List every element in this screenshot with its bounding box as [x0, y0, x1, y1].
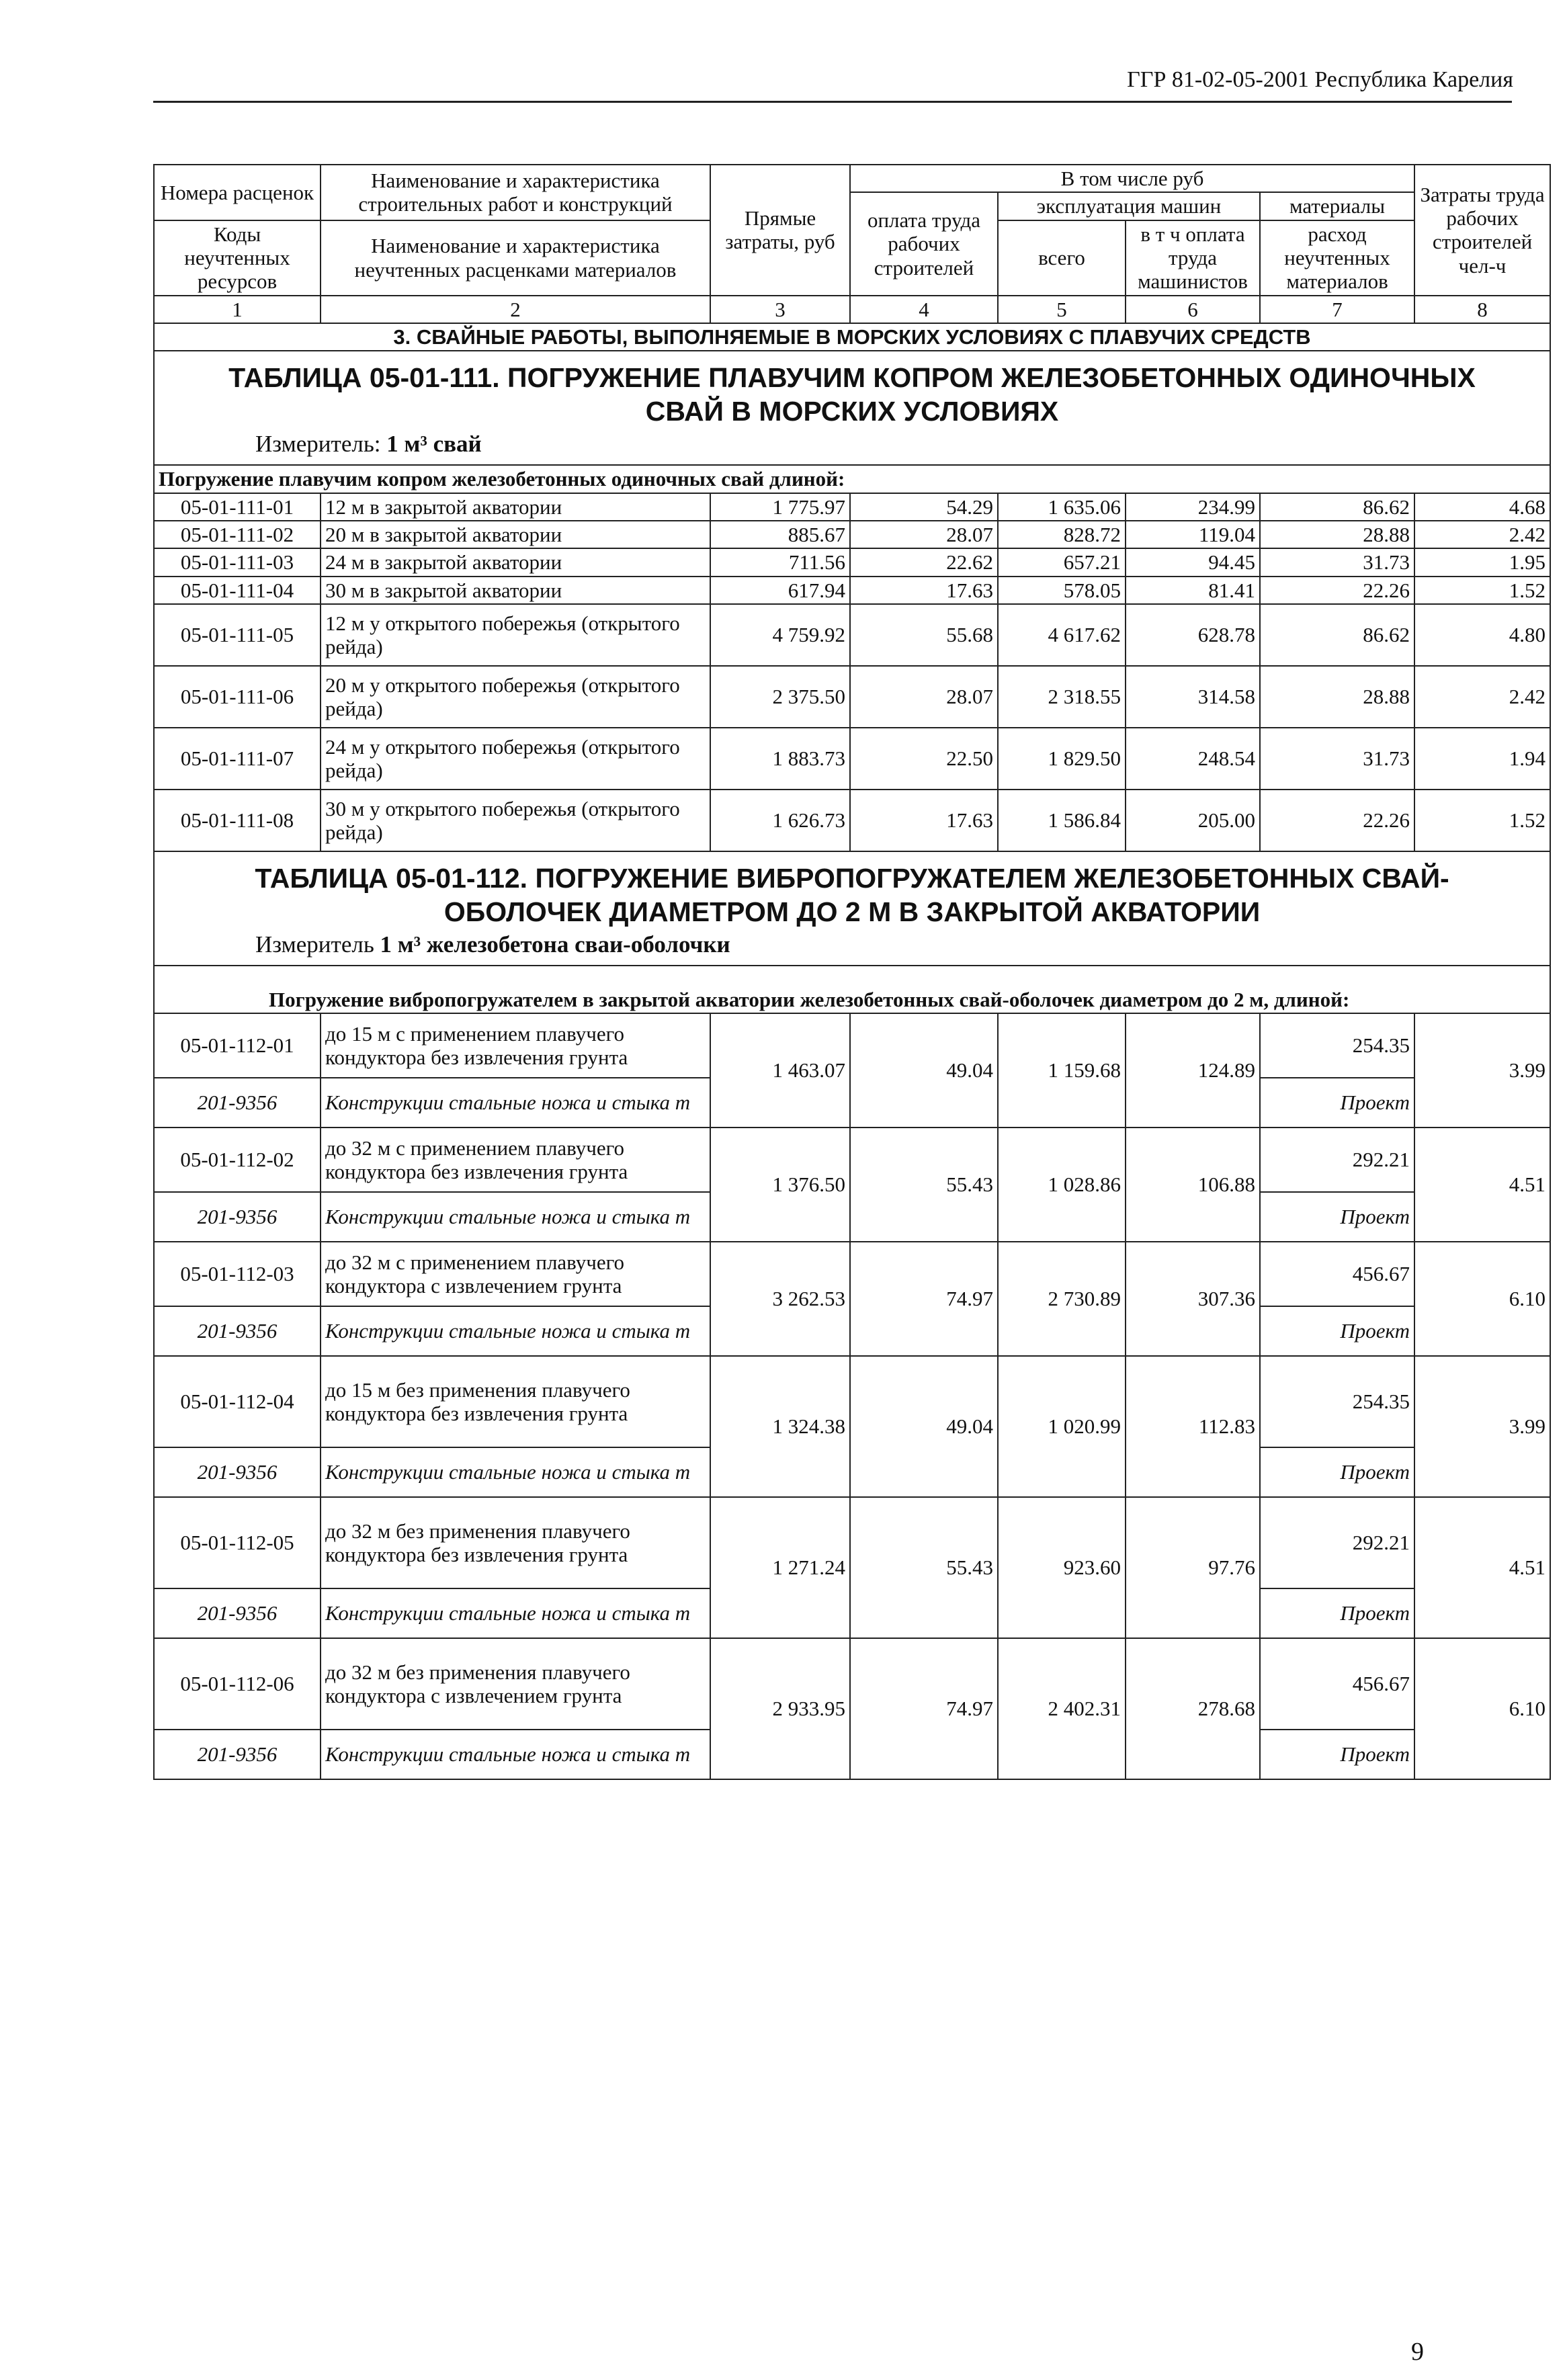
resource-code: 201-9356 — [154, 1447, 321, 1497]
rate-code: 05-01-111-06 — [154, 666, 321, 728]
labor-cost: 17.63 — [850, 790, 998, 851]
direct-cost: 4 759.92 — [710, 604, 850, 666]
machine-labor-cost: 112.83 — [1126, 1356, 1260, 1497]
machine-cost: 1 635.06 — [998, 493, 1126, 521]
material-cost: 254.35 — [1260, 1356, 1414, 1447]
machine-labor-cost: 106.88 — [1126, 1128, 1260, 1242]
header-row-1 — [154, 165, 1550, 192]
material-name: Конструкции стальные ножа и стыка т — [321, 1730, 710, 1779]
table-111-group-row — [154, 465, 1550, 493]
table-row — [154, 666, 1550, 728]
material-source: Проект — [1260, 1588, 1414, 1638]
rate-code: 05-01-111-08 — [154, 790, 321, 851]
table-111-meter: Измеритель: 1 м³ свай — [255, 431, 482, 458]
material-cost: 254.35 — [1260, 1013, 1414, 1078]
section-title: 3. СВАЙНЫЕ РАБОТЫ, ВЫПОЛНЯЕМЫЕ В МОРСКИХ УСЛОВИЯХ С ПЛАВУЧИХ СРЕДСТВ — [154, 323, 1550, 351]
material-cost: 292.21 — [1260, 1128, 1414, 1192]
table-row — [154, 790, 1550, 851]
machine-labor-cost: 97.76 — [1126, 1497, 1260, 1638]
work-name: до 15 м с применением плавучего кондуктора без извлечения грунта — [321, 1013, 710, 1078]
table-row — [154, 493, 1550, 521]
work-name: 24 м у открытого побережья (открытого рейда) — [321, 728, 710, 790]
material-cost: 31.73 — [1260, 548, 1414, 576]
labor-cost: 55.43 — [850, 1497, 998, 1638]
rate-code: 05-01-111-05 — [154, 604, 321, 666]
table-row — [154, 1497, 1550, 1588]
section-row — [154, 323, 1550, 351]
work-name: 30 м у открытого побережья (открытого рейда) — [321, 790, 710, 851]
labor-cost: 74.97 — [850, 1242, 998, 1356]
table-row — [154, 1242, 1550, 1306]
material-name: Конструкции стальные ножа и стыка т — [321, 1192, 710, 1242]
machine-cost: 1 028.86 — [998, 1128, 1126, 1242]
work-name: 12 м в закрытой акватории — [321, 493, 710, 521]
resource-code: 201-9356 — [154, 1192, 321, 1242]
table-row — [154, 1128, 1550, 1192]
work-name: 20 м у открытого побережья (открытого рейда) — [321, 666, 710, 728]
column-numbers-row — [154, 296, 1550, 323]
col-header-res-codes: Коды неучтенных ресурсов — [154, 220, 321, 296]
labor-cost: 28.07 — [850, 521, 998, 548]
table-row — [154, 521, 1550, 548]
direct-cost: 2 933.95 — [710, 1638, 850, 1779]
table-row — [154, 548, 1550, 576]
machine-cost: 2 730.89 — [998, 1242, 1126, 1356]
material-cost: 28.88 — [1260, 521, 1414, 548]
material-name: Конструкции стальные ножа и стыка т — [321, 1588, 710, 1638]
machine-labor-cost: 314.58 — [1126, 666, 1260, 728]
col-num: 1 — [154, 296, 321, 323]
labor-hours: 4.51 — [1414, 1497, 1550, 1638]
col-num: 8 — [1414, 296, 1550, 323]
direct-cost: 2 375.50 — [710, 666, 850, 728]
table-row — [154, 604, 1550, 666]
table-112-meter: Измеритель 1 м³ железобетона сваи-оболочки — [255, 931, 730, 958]
direct-cost: 1 324.38 — [710, 1356, 850, 1497]
machine-cost: 2 402.31 — [998, 1638, 1126, 1779]
rate-code: 05-01-112-02 — [154, 1128, 321, 1192]
page-number: 9 — [1411, 2338, 1424, 2366]
table-row — [154, 1356, 1550, 1447]
machine-labor-cost: 81.41 — [1126, 577, 1260, 604]
material-cost: 456.67 — [1260, 1242, 1414, 1306]
machine-labor-cost: 119.04 — [1126, 521, 1260, 548]
document-reference: ГГР 81-02-05-2001 Республика Карелия — [1127, 67, 1513, 92]
machine-cost: 828.72 — [998, 521, 1126, 548]
col-header-machines: эксплуатация машин — [998, 192, 1260, 220]
resource-code: 201-9356 — [154, 1306, 321, 1356]
machine-cost: 4 617.62 — [998, 604, 1126, 666]
labor-cost: 49.04 — [850, 1356, 998, 1497]
table-row — [154, 1638, 1550, 1730]
material-cost: 22.26 — [1260, 790, 1414, 851]
labor-cost: 28.07 — [850, 666, 998, 728]
col-header-incl: В том числе руб — [850, 165, 1414, 192]
labor-hours: 4.51 — [1414, 1128, 1550, 1242]
table-112-title-row — [154, 851, 1550, 966]
rate-code: 05-01-112-04 — [154, 1356, 321, 1447]
col-num: 6 — [1126, 296, 1260, 323]
col-num: 2 — [321, 296, 710, 323]
col-num: 3 — [710, 296, 850, 323]
col-header-mach-total: всего — [998, 220, 1126, 296]
rate-code: 05-01-112-06 — [154, 1638, 321, 1730]
labor-cost: 49.04 — [850, 1013, 998, 1128]
direct-cost: 885.67 — [710, 521, 850, 548]
labor-cost: 22.50 — [850, 728, 998, 790]
table-112-group: Погружение вибропогружателем в закрытой акватории железобетонных свай-оболочек диаметром до 2 м, длиной: — [154, 966, 1550, 1013]
labor-cost: 22.62 — [850, 548, 998, 576]
table-row — [154, 577, 1550, 604]
labor-hours: 3.99 — [1414, 1356, 1550, 1497]
material-cost: 28.88 — [1260, 666, 1414, 728]
work-name: до 32 м с применением плавучего кондуктора с извлечением грунта — [321, 1242, 710, 1306]
machine-cost: 1 829.50 — [998, 728, 1126, 790]
material-source: Проект — [1260, 1447, 1414, 1497]
col-header-materials: материалы — [1260, 192, 1414, 220]
machine-cost: 1 159.68 — [998, 1013, 1126, 1128]
material-source: Проект — [1260, 1306, 1414, 1356]
col-header-labor: оплата труда рабочих строителей — [850, 192, 998, 295]
work-name: до 32 м без применения плавучего кондуктора без извлечения грунта — [321, 1497, 710, 1588]
machine-cost: 2 318.55 — [998, 666, 1126, 728]
rate-code: 05-01-111-04 — [154, 577, 321, 604]
col-header-mat-sub: расход неучтенных материалов — [1260, 220, 1414, 296]
table-112-title: ТАБЛИЦА 05-01-112. ПОГРУЖЕНИЕ ВИБРОПОГРУЖАТЕЛЕМ ЖЕЛЕЗОБЕТОННЫХ СВАЙ- ОБОЛОЧЕК ДИАМЕТРОМ ДО 2 М В ЗАКРЫТОЙ АКВАТОРИИ — [255, 862, 1449, 927]
machine-cost: 578.05 — [998, 577, 1126, 604]
rate-code: 05-01-112-03 — [154, 1242, 321, 1306]
direct-cost: 1 376.50 — [710, 1128, 850, 1242]
machine-cost: 657.21 — [998, 548, 1126, 576]
labor-hours: 1.94 — [1414, 728, 1550, 790]
rate-code: 05-01-111-07 — [154, 728, 321, 790]
col-header-mach-labor: в т ч оплата труда машинистов — [1126, 220, 1260, 296]
material-cost: 31.73 — [1260, 728, 1414, 790]
labor-hours: 4.80 — [1414, 604, 1550, 666]
labor-hours: 4.68 — [1414, 493, 1550, 521]
col-header-codes: Номера расценок — [154, 165, 321, 220]
machine-cost: 1 020.99 — [998, 1356, 1126, 1497]
table-111-title: ТАБЛИЦА 05-01-111. ПОГРУЖЕНИЕ ПЛАВУЧИМ КОПРОМ ЖЕЛЕЗОБЕТОННЫХ ОДИНОЧНЫХ СВАЙ В МОРСКИХ УСЛОВИЯХ — [228, 362, 1476, 427]
labor-cost: 54.29 — [850, 493, 998, 521]
direct-cost: 617.94 — [710, 577, 850, 604]
work-name: до 15 м без применения плавучего кондуктора без извлечения грунта — [321, 1356, 710, 1447]
work-name: 12 м у открытого побережья (открытого рейда) — [321, 604, 710, 666]
resource-code: 201-9356 — [154, 1078, 321, 1128]
labor-hours: 6.10 — [1414, 1638, 1550, 1779]
header-rule — [153, 101, 1512, 103]
machine-labor-cost: 248.54 — [1126, 728, 1260, 790]
col-num: 4 — [850, 296, 998, 323]
material-name: Конструкции стальные ножа и стыка т — [321, 1078, 710, 1128]
machine-labor-cost: 278.68 — [1126, 1638, 1260, 1779]
table-111-title-row — [154, 351, 1550, 465]
col-header-direct: Прямые затраты, руб — [710, 165, 850, 296]
col-header-hours: Затраты труда рабочих строителей чел-ч — [1414, 165, 1550, 296]
machine-labor-cost: 234.99 — [1126, 493, 1260, 521]
col-header-res-name: Наименование и характеристика неучтенных расценками материалов — [321, 220, 710, 296]
material-cost: 456.67 — [1260, 1638, 1414, 1730]
machine-cost: 923.60 — [998, 1497, 1126, 1638]
rate-code: 05-01-111-02 — [154, 521, 321, 548]
direct-cost: 711.56 — [710, 548, 850, 576]
work-name: до 32 м с применением плавучего кондуктора без извлечения грунта — [321, 1128, 710, 1192]
labor-cost: 74.97 — [850, 1638, 998, 1779]
direct-cost: 1 463.07 — [710, 1013, 850, 1128]
machine-labor-cost: 205.00 — [1126, 790, 1260, 851]
material-source: Проект — [1260, 1192, 1414, 1242]
labor-hours: 2.42 — [1414, 521, 1550, 548]
labor-hours: 3.99 — [1414, 1013, 1550, 1128]
labor-hours: 1.52 — [1414, 790, 1550, 851]
material-cost: 292.21 — [1260, 1497, 1414, 1588]
table-row — [154, 1013, 1550, 1078]
material-source: Проект — [1260, 1730, 1414, 1779]
rates-table — [153, 164, 1551, 1780]
work-name: до 32 м без применения плавучего кондуктора с извлечением грунта — [321, 1638, 710, 1730]
col-header-name: Наименование и характеристика строительных работ и конструкций — [321, 165, 710, 220]
machine-labor-cost: 124.89 — [1126, 1013, 1260, 1128]
rate-code: 05-01-112-05 — [154, 1497, 321, 1588]
machine-labor-cost: 628.78 — [1126, 604, 1260, 666]
resource-code: 201-9356 — [154, 1588, 321, 1638]
labor-hours: 1.52 — [1414, 577, 1550, 604]
material-cost: 86.62 — [1260, 493, 1414, 521]
col-num: 5 — [998, 296, 1126, 323]
direct-cost: 1 271.24 — [710, 1497, 850, 1638]
rate-code: 05-01-111-01 — [154, 493, 321, 521]
labor-hours: 2.42 — [1414, 666, 1550, 728]
labor-hours: 1.95 — [1414, 548, 1550, 576]
labor-cost: 55.68 — [850, 604, 998, 666]
resource-code: 201-9356 — [154, 1730, 321, 1779]
direct-cost: 1 775.97 — [710, 493, 850, 521]
direct-cost: 1 883.73 — [710, 728, 850, 790]
machine-cost: 1 586.84 — [998, 790, 1126, 851]
labor-cost: 17.63 — [850, 577, 998, 604]
machine-labor-cost: 307.36 — [1126, 1242, 1260, 1356]
material-cost: 86.62 — [1260, 604, 1414, 666]
labor-hours: 6.10 — [1414, 1242, 1550, 1356]
machine-labor-cost: 94.45 — [1126, 548, 1260, 576]
material-name: Конструкции стальные ножа и стыка т — [321, 1447, 710, 1497]
material-cost: 22.26 — [1260, 577, 1414, 604]
labor-cost: 55.43 — [850, 1128, 998, 1242]
table-row — [154, 728, 1550, 790]
work-name: 24 м в закрытой акватории — [321, 548, 710, 576]
material-source: Проект — [1260, 1078, 1414, 1128]
rate-code: 05-01-111-03 — [154, 548, 321, 576]
material-name: Конструкции стальные ножа и стыка т — [321, 1306, 710, 1356]
col-num: 7 — [1260, 296, 1414, 323]
table-111-group: Погружение плавучим копром железобетонных одиночных свай длиной: — [154, 465, 1550, 493]
direct-cost: 1 626.73 — [710, 790, 850, 851]
work-name: 20 м в закрытой акватории — [321, 521, 710, 548]
work-name: 30 м в закрытой акватории — [321, 577, 710, 604]
table-112-group-row — [154, 966, 1550, 1013]
rate-code: 05-01-112-01 — [154, 1013, 321, 1078]
direct-cost: 3 262.53 — [710, 1242, 850, 1356]
